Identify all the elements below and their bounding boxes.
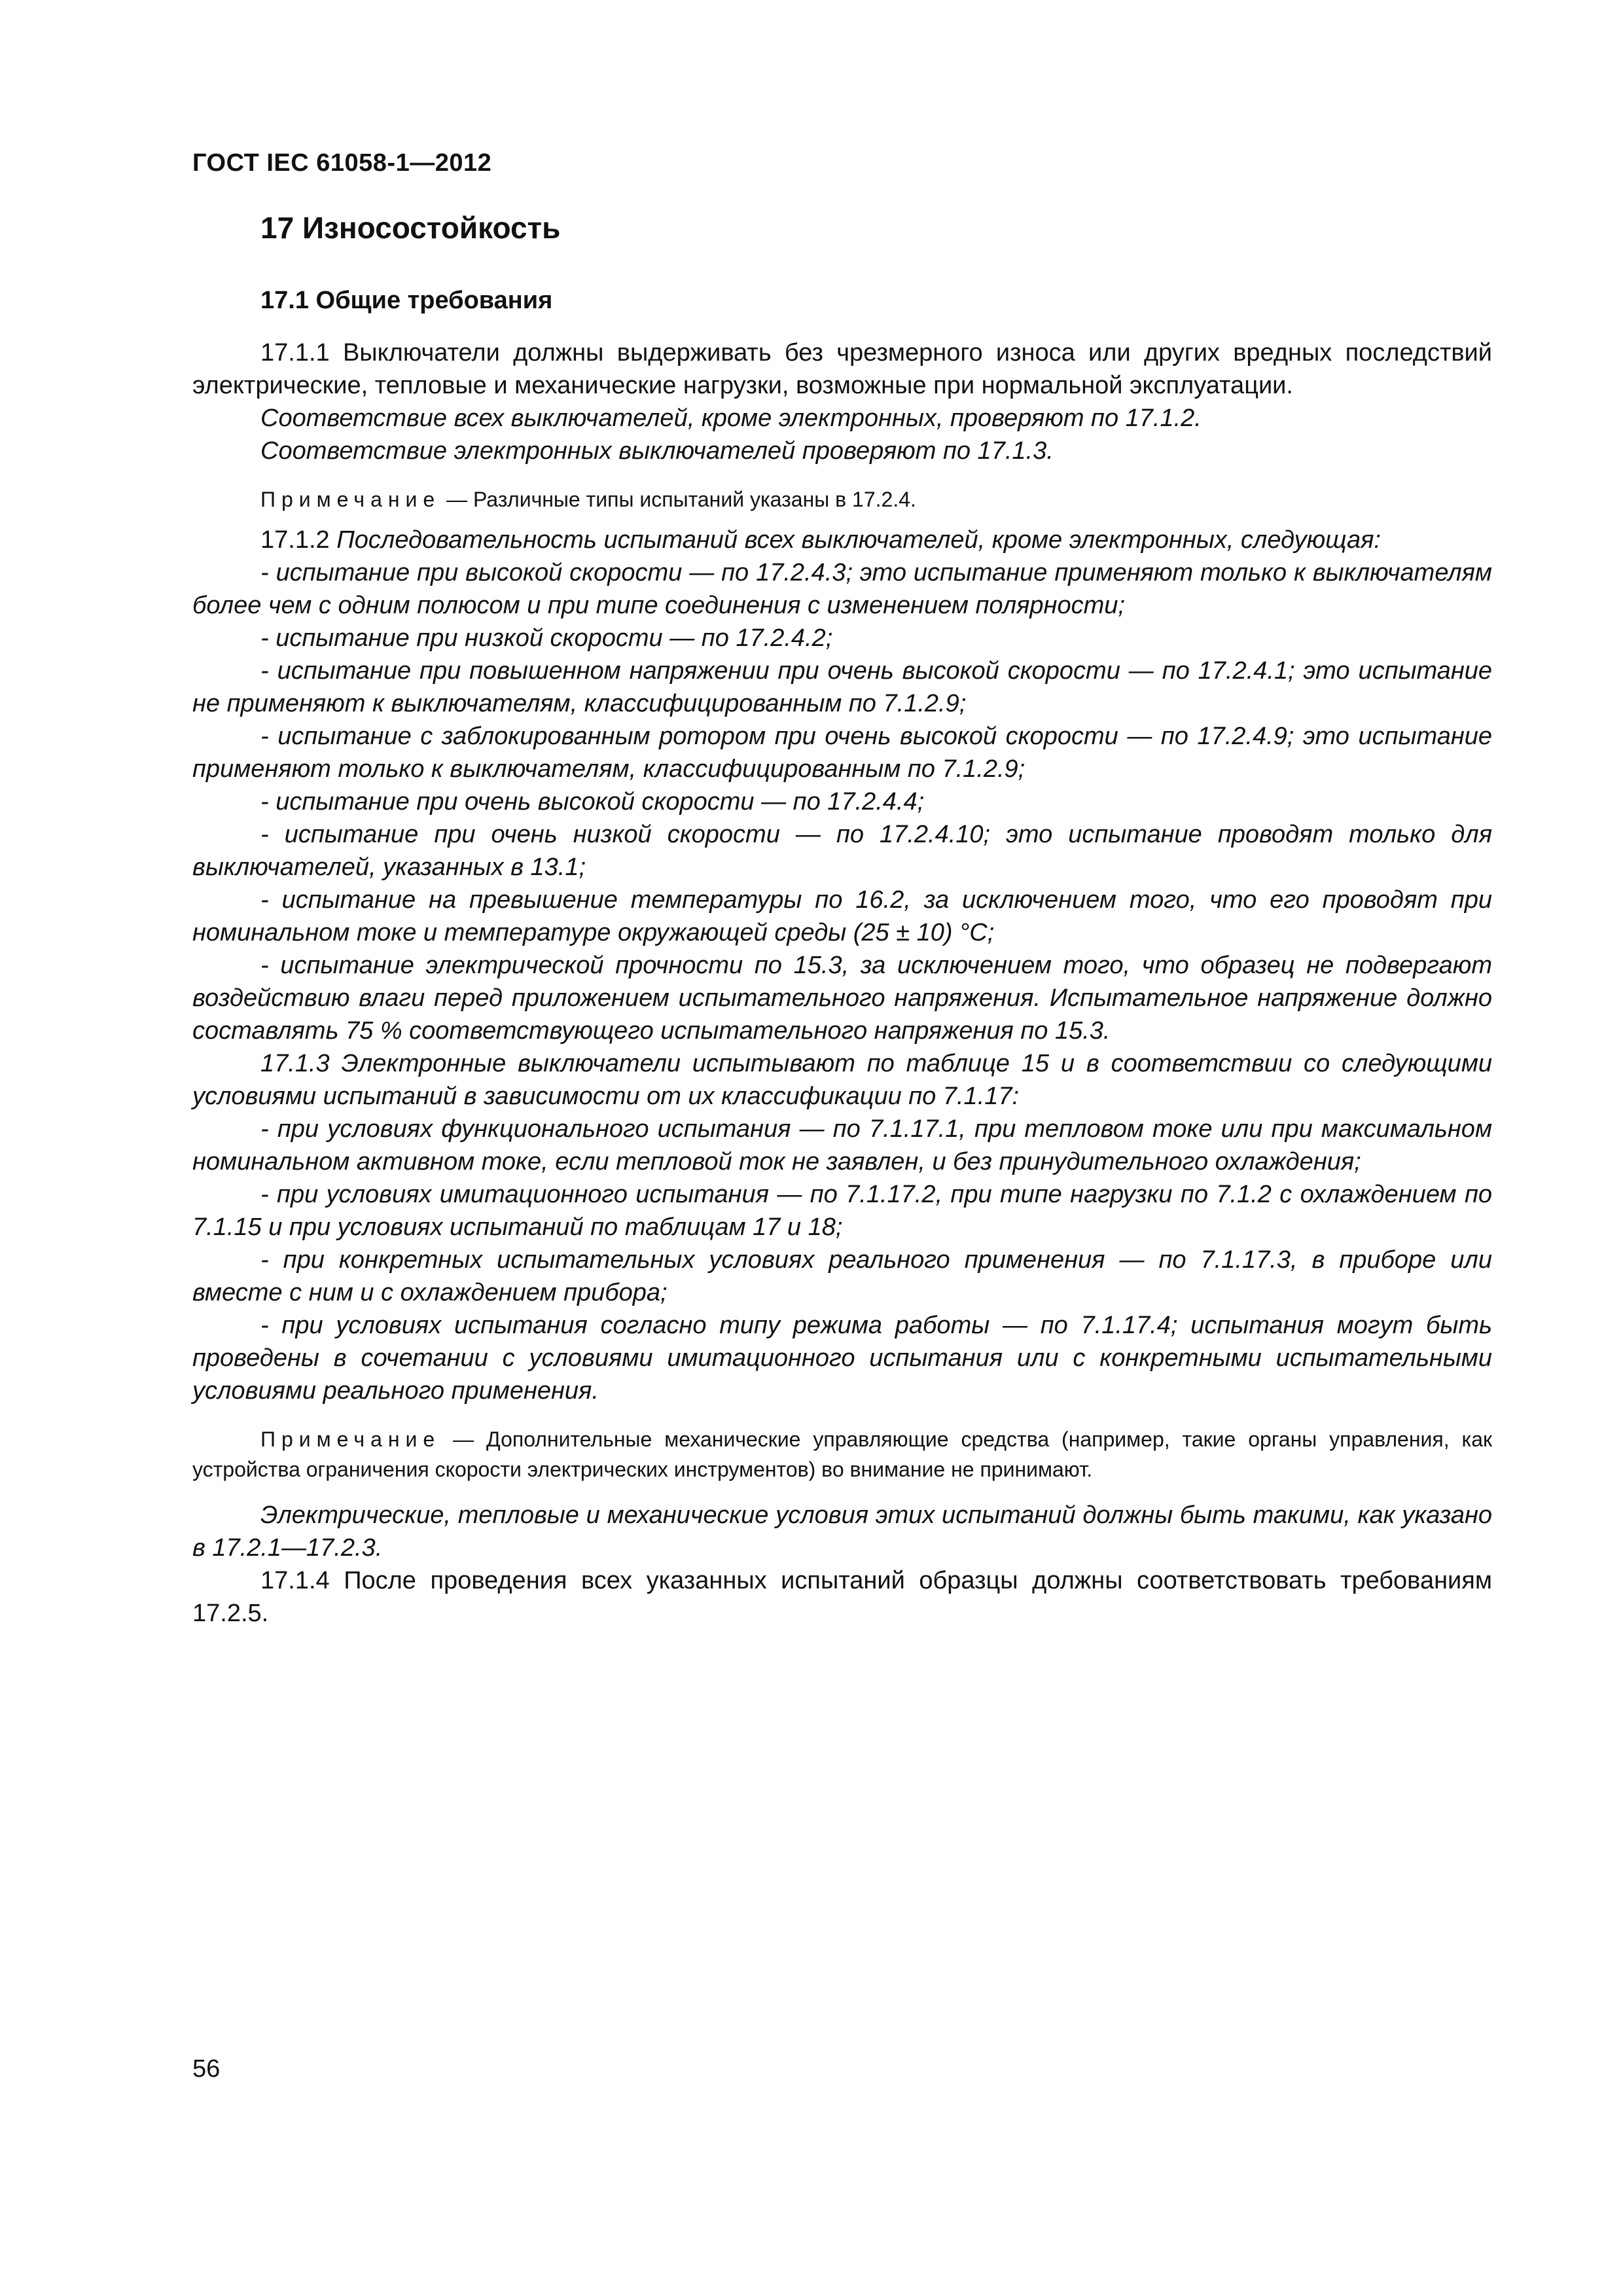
note-1 [192,484,1492,514]
list-item: - испытание электрической прочности по 15.3, за исключением того, что образец не подвергают воздействию влаги перед приложением испытательного напряжения. Испытательное напряжение должно составлять 75 % соответствующего испытательного напряжения по 15.3. [192,952,1492,1045]
section-title: 17 Износостойкость [260,211,561,245]
list-item: - при конкретных испытательных условиях реального применения — по 7.1.17.3, в приборе или вместе с ним и с охлаждением прибора; [192,1246,1492,1306]
list-item: - испытание при очень высокой скорости — по 17.2.4.4; [260,788,925,816]
note-text: — Различные типы испытаний указаны в 17.2.4. [440,488,916,511]
page-number: 56 [192,2055,221,2083]
paragraph-compliance-all: Соответствие всех выключателей, кроме электронных, проверяют по 17.1.2. [260,404,1202,432]
clause-number: 17.1.2 [260,526,337,554]
list-item: - испытание при повышенном напряжении при очень высокой скорости — по 17.2.4.1; это испытание не применяют к выключателям, классифицированным по 7.1.2.9; [192,657,1492,717]
list-item: - испытание при очень низкой скорости — по 17.2.4.10; это испытание проводят только для выключателей, указанных в 13.1; [192,821,1492,881]
subsection-title: 17.1 Общие требования [260,287,553,314]
note-text: — Дополнительные механические управляющие средства (например, такие органы управления, как устройства ограничения скорости электрических инструментов) во внимание не принимают. [192,1427,1492,1481]
list-item: - испытание с заблокированным ротором при очень высокой скорости — по 17.2.4.9; это испытание применяют только к выключателям, классифицированным по 7.1.2.9; [192,723,1492,783]
clause-text: Последовательность испытаний всех выключателей, кроме электронных, следующая: [336,526,1381,554]
note-label: Примечание [260,1427,441,1451]
document-header: ГОСТ IEC 61058-1—2012 [192,149,492,177]
paragraph-conditions: Электрические, тепловые и механические условия этих испытаний должны быть такими, как указано в 17.2.1—17.2.3. [192,1501,1492,1562]
list-item: - при условиях функционального испытания — по 7.1.17.1, при тепловом токе или при максимальном номинальном активном токе, если тепловой ток не заявлен, и без принудительного охлаждения; [192,1115,1492,1175]
note-2 [192,1424,1492,1484]
paragraph-17-1-3: 17.1.3 Электронные выключатели испытывают по таблице 15 и в соответствии со следующими условиями испытаний в зависимости от их классификации по 7.1.17: [192,1050,1492,1110]
list-item: - испытание при низкой скорости — по 17.2.4.2; [260,624,833,652]
paragraph-17-1-1: 17.1.1 Выключатели должны выдерживать без чрезмерного износа или других вредных последствий электрические, тепловые и механические нагрузки, возможные при нормальной эксплуатации. [192,339,1492,399]
paragraph-compliance-electronic: Соответствие электронных выключателей проверяют по 17.1.3. [260,437,1054,465]
list-item: - испытание при высокой скорости — по 17.2.4.3; это испытание применяют только к выключателям более чем с одним полюсом и при типе соединения с изменением полярности; [192,559,1492,619]
paragraph-17-1-2 [192,524,1492,556]
page-content [192,208,1492,1630]
note-label: Примечание [260,488,441,511]
list-item: - при условиях имитационного испытания — по 7.1.17.2, при типе нагрузки по 7.1.2 с охлаждением по 7.1.15 и при условиях испытаний по таблицам 17 и 18; [192,1181,1492,1241]
list-item: - испытание на превышение температуры по 16.2, за исключением того, что его проводят при номинальном токе и температуре окружающей среды (25 ± 10) °С; [192,886,1492,946]
list-item: - при условиях испытания согласно типу режима работы — по 7.1.17.4; испытания могут быть проведены в сочетании с условиями имитационного испытания или с конкретными испытательными условиями реального применения. [192,1312,1492,1405]
paragraph-17-1-4: 17.1.4 После проведения всех указанных испытаний образцы должны соответствовать требованиям 17.2.5. [192,1567,1492,1627]
